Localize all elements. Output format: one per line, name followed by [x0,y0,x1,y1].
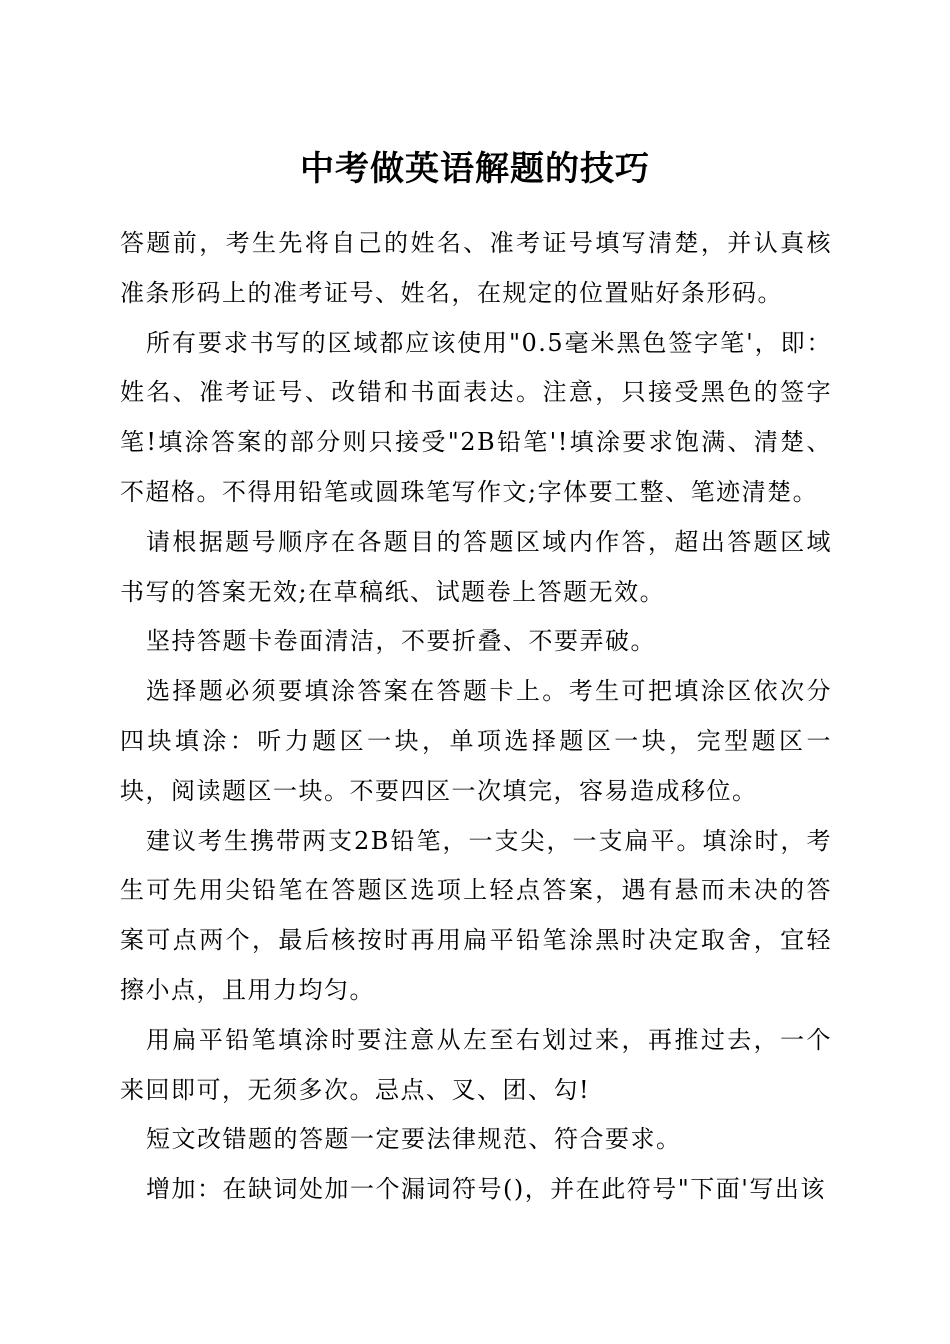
paragraph-pencil-advice: 建议考生携带两支2B铅笔，一支尖，一支扁平。填涂时，考生可先用尖铅笔在答题区选项上轻点答案，遇有悬而未决的答案可点两个，最后核按时再用扁平铅笔涂黑时决定取舍，宜轻擦小点，且用力均匀。 [120,826,832,1004]
paragraph-multiple-choice: 选择题必须要填涂答案在答题卡上。考生可把填涂区依次分四块填涂：听力题区一块，单项选择题区一块，完型题区一块，阅读题区一块。不要四区一次填完，容易造成移位。 [120,677,832,805]
paragraph-before-answering: 答题前，考生先将自己的姓名、准考证号填写清楚，并认真核准条形码上的准考证号、姓名，在规定的位置贴好条形码。 [120,229,832,307]
paragraph-answer-area: 请根据题号顺序在各题目的答题区域内作答，超出答题区域书写的答案无效;在草稿纸、试题卷上答题无效。 [120,527,832,606]
document-title: 中考做英语解题的技巧 [300,149,650,189]
paragraph-addition-rule: 增加：在缺词处加一个漏词符号()，并在此符号"下面'写出该 [146,1175,826,1204]
paragraph-pen-requirements: 所有要求书写的区域都应该使用"0.5毫米黑色签字笔'，即：姓名、准考证号、改错和书面表达。注意，只接受黑色的签字笔!填涂答案的部分则只接受"2B铅笔'!填涂要求饱满、清楚、不超格。不得用铅笔或圆珠笔写作文;字体要工整、笔迹清楚。 [120,328,832,506]
paragraph-filling-method: 用扁平铅笔填涂时要注意从左至右划过来，再推过去，一个来回即可，无须多次。忌点、叉、团、勾! [120,1025,832,1104]
document-body [120,219,832,1215]
paragraph-error-correction: 短文改错题的答题一定要法律规范、符合要求。 [146,1125,682,1154]
paragraph-card-clean: 坚持答题卡卷面清洁，不要折叠、不要弄破。 [146,627,656,656]
